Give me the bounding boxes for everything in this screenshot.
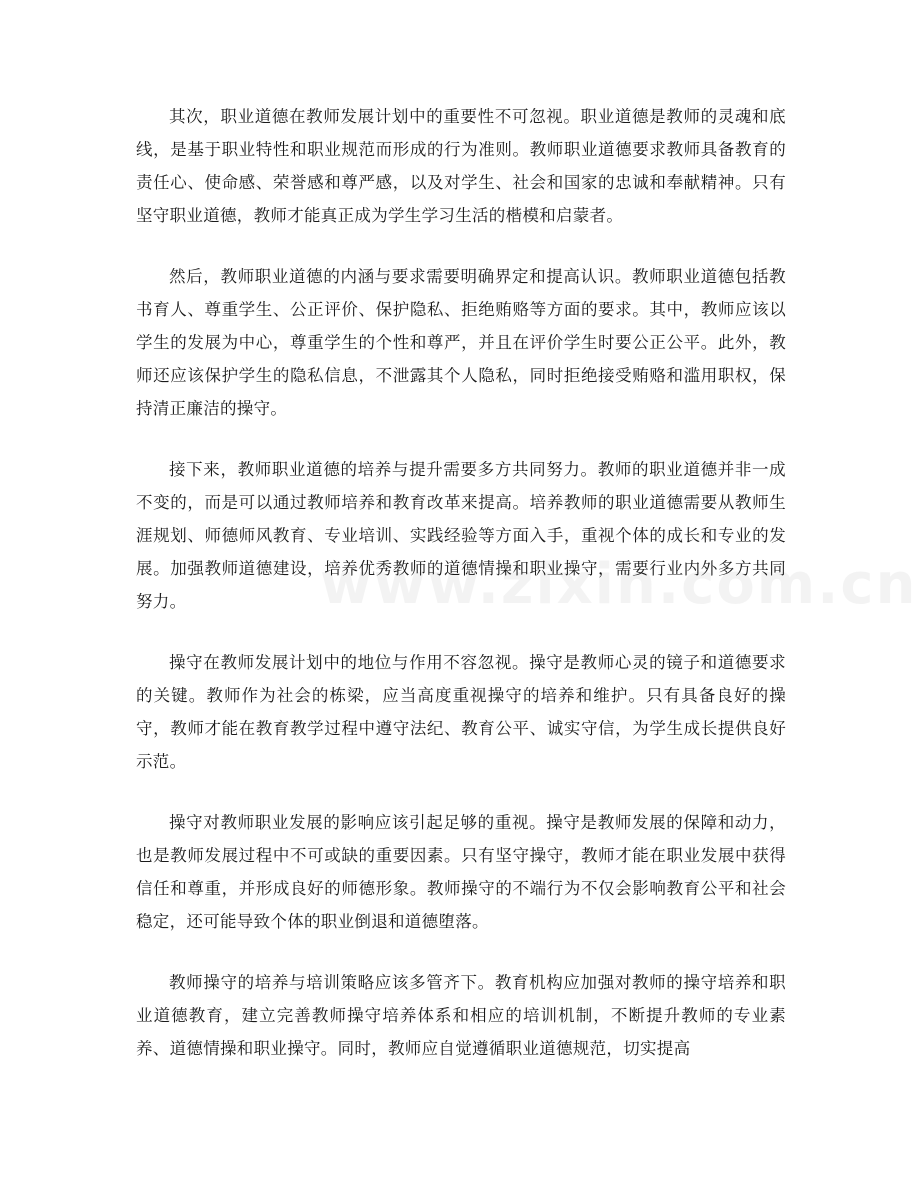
paragraph-3: 接下来，教师职业道德的培养与提升需要多方共同努力。教师的职业道德并非一成不变的，而是可以通过教师培养和教育改革来提高。培养教师的职业道德需要从教师生涯规划、师德师风教育、专业培训、实践经验等方面入手，重视个体的成长和专业的发展。加强教师道德建设，培养优秀教师的道德情操和职业操守，需要行业内外多方共同努力。 [136,460,786,611]
document-body [136,100,786,1093]
paragraph-6: 教师操守的培养与培训策略应该多管齐下。教育机构应加强对教师的操守培养和职业道德教育，建立完善教师操守培养体系和相应的培训机制，不断提升教师的专业素养、道德情操和职业操守。同时，教师应自觉遵循职业道德规范，切实提高 [136,973,786,1058]
paragraph-2: 然后，教师职业道德的内涵与要求需要明确界定和提高认识。教师职业道德包括教书育人、尊重学生、公正评价、保护隐私、拒绝贿赂等方面的要求。其中，教师应该以学生的发展为中心，尊重学生的个性和尊严，并且在评价学生时要公正公平。此外，教师还应该保护学生的隐私信息，不泄露其个人隐私，同时拒绝接受贿赂和滥用职权，保持清正廉洁的操守。 [136,267,786,418]
paragraph-1: 其次，职业道德在教师发展计划中的重要性不可忽视。职业道德是教师的灵魂和底线，是基于职业特性和职业规范而形成的行为准则。教师职业道德要求教师具备教育的责任心、使命感、荣誉感和尊严感，以及对学生、社会和国家的忠诚和奉献精神。只有坚守职业道德，教师才能真正成为学生学习生活的楷模和启蒙者。 [136,107,786,225]
paragraph-5: 操守对教师职业发展的影响应该引起足够的重视。操守是教师发展的保障和动力，也是教师发展过程中不可或缺的重要因素。只有坚守操守，教师才能在职业发展中获得信任和尊重，并形成良好的师德形象。教师操守的不端行为不仅会影响教育公平和社会稳定，还可能导致个体的职业倒退和道德堕落。 [136,813,786,931]
paragraph-4: 操守在教师发展计划中的地位与作用不容忽视。操守是教师心灵的镜子和道德要求的关键。教师作为社会的栋梁，应当高度重视操守的培养和维护。只有具备良好的操守，教师才能在教育教学过程中遵守法纪、教育公平、诚实守信，为学生成长提供良好示范。 [136,653,786,771]
